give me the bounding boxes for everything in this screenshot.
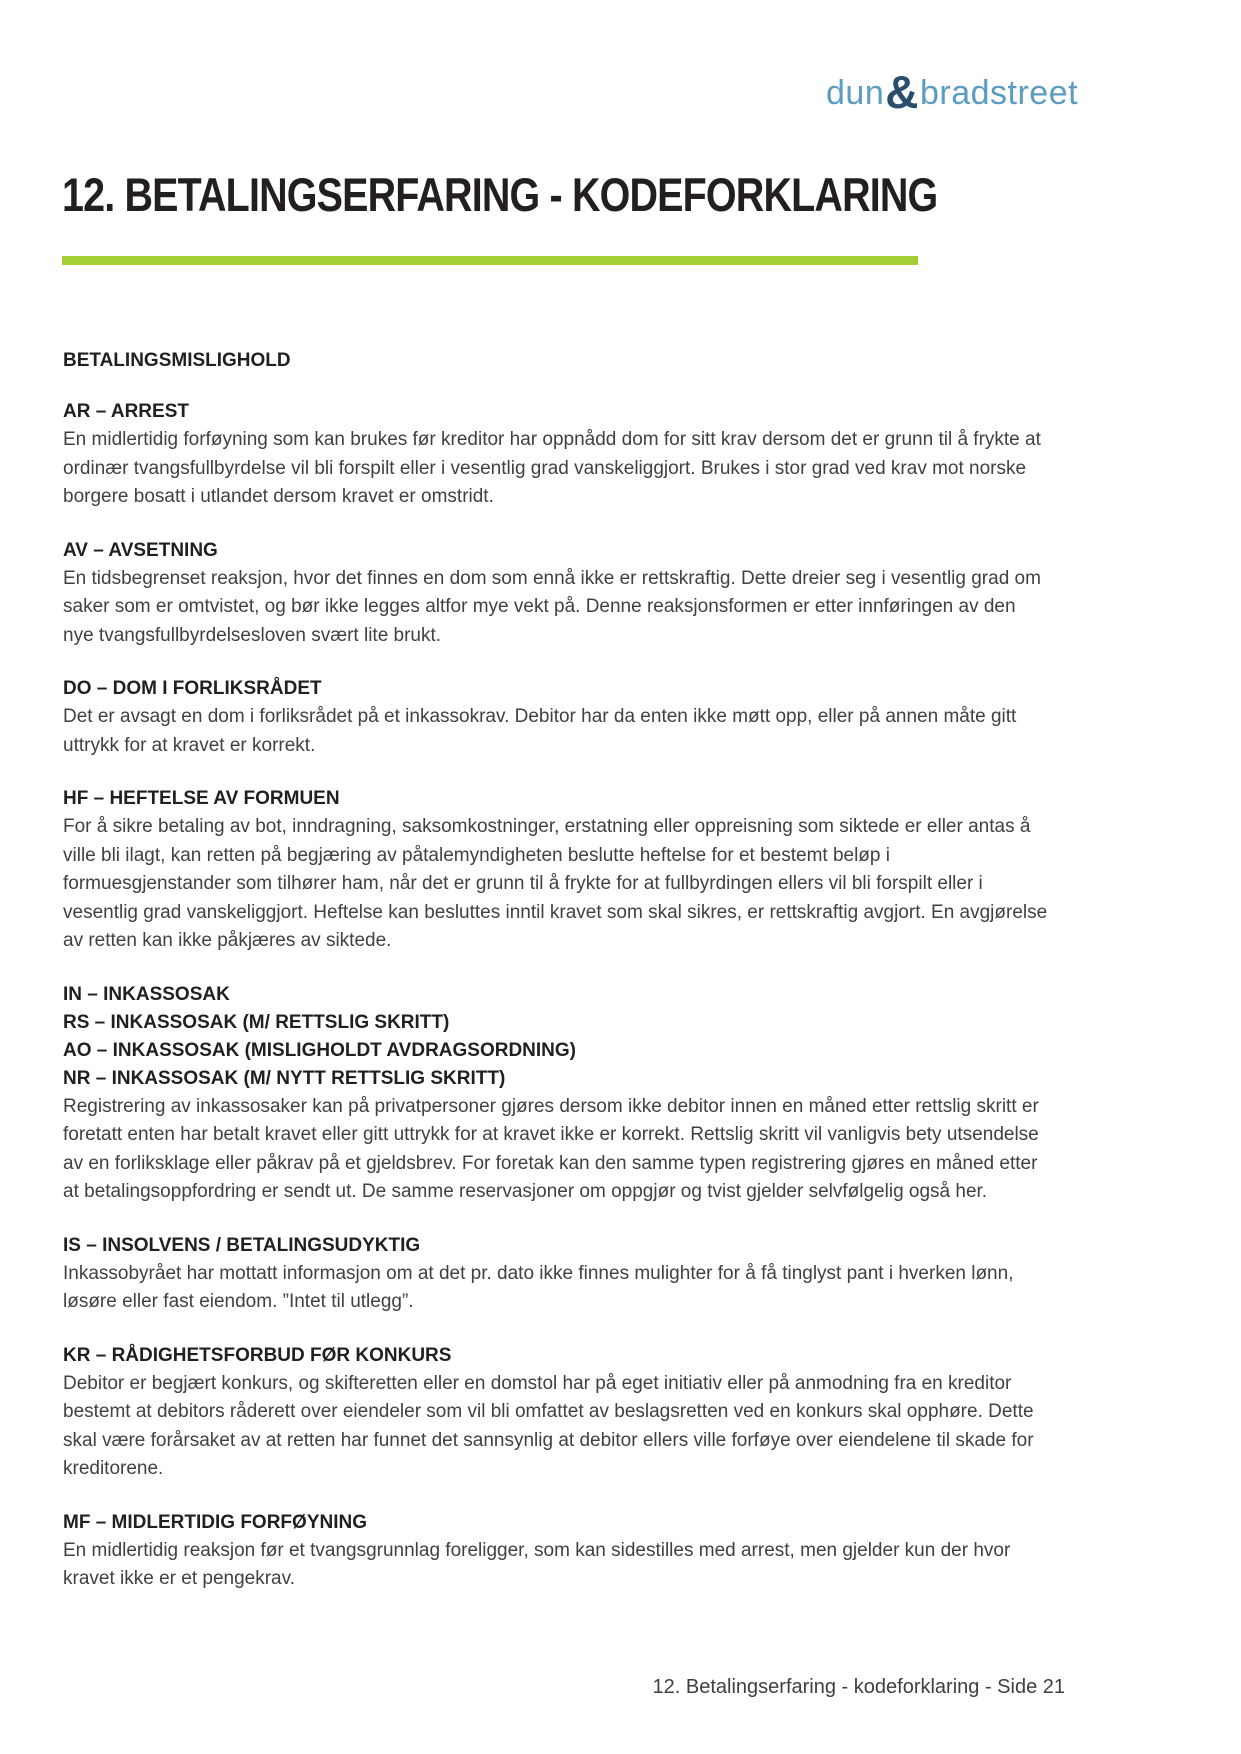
code-section xyxy=(63,398,1051,512)
code-heading: KR – RÅDIGHETSFORBUD FØR KONKURS xyxy=(63,1344,452,1366)
page-title: 12. BETALINGSERFARING - KODEFORKLARING xyxy=(62,168,938,221)
lead-heading: BETALINGSMISLIGHOLD xyxy=(63,350,291,371)
code-section xyxy=(63,1342,1051,1484)
code-section xyxy=(63,1232,1051,1317)
ampersand-icon: & xyxy=(885,66,919,118)
code-section xyxy=(63,675,1051,760)
code-description: For å sikre betaling av bot, inndragning, saksomkostninger, erstatning eller oppreisning som siktede er eller antas å ville bli ilagt, kan retten på begjæring av påtalemyndigheten beslutte heftelse for et bestemt beløp i formuesgjenstander som tilhører ham, når det er grunn til å frykte for at fullbyrdingen ellers vil bli forspilt eller i vesentlig grad vanskeliggjort. Heftelse kan besluttes inntil kravet som skal sikres, er rettskraftig avgjort. En avgjørelse av retten kan ikke påkjæres av siktede. xyxy=(63,816,1048,951)
logo-word-bradstreet: bradstreet xyxy=(919,74,1079,112)
code-heading: AR – ARREST xyxy=(63,401,189,422)
code-heading: IS – INSOLVENS / BETALINGSUDYKTIG xyxy=(63,1234,421,1256)
code-description: En midlertidig forføyning som kan brukes før kreditor har oppnådd dom for sitt krav dersom det er grunn til å frykte at ordinær tvangsfullbyrdelse vil bli forspilt eller i vesentlig grad vanskeliggjort. Brukes i stor grad ved krav mot norske borgere bosatt i utlandet dersom kravet er omstridt. xyxy=(63,429,1041,507)
code-heading: NR – INKASSOSAK (M/ NYTT RETTSLIG SKRITT) xyxy=(63,1067,506,1089)
code-heading: MF – MIDLERTIDIG FORFØYNING xyxy=(63,1511,367,1533)
code-section xyxy=(63,785,1051,956)
code-heading: AO – INKASSOSAK (MISLIGHOLDT AVDRAGSORDNING) xyxy=(63,1039,577,1061)
code-heading: AV – AVSETNING xyxy=(63,539,218,561)
code-heading: RS – INKASSOSAK (M/ RETTSLIG SKRITT) xyxy=(63,1011,450,1033)
code-heading: HF – HEFTELSE AV FORMUEN xyxy=(63,788,340,809)
sections-container xyxy=(63,347,1051,1619)
code-description: Inkassobyrået har mottatt informasjon om at det pr. dato ikke finnes mulighter for å få tinglyst pant i hverken lønn, løsøre eller fast eiendom. ”Intet til utlegg”. xyxy=(63,1262,1014,1312)
code-section xyxy=(63,1509,1051,1594)
code-heading: DO – DOM I FORLIKSRÅDET xyxy=(63,678,322,699)
code-description: En tidsbegrenset reaksjon, hvor det finnes en dom som ennå ikke er rettskraftig. Dette dreier seg i vesentlig grad om saker som er omtvistet, og bør ikke legges altfor mye vekt på. Denne reaksjonsformen er etter innføringen av den nye tvangsfullbyrdelsesloven svært lite brukt. xyxy=(63,567,1041,646)
code-section xyxy=(63,537,1051,651)
page-footer: 12. Betalingserfaring - kodeforklaring - Side 21 xyxy=(652,1676,1065,1698)
dun-bradstreet-logo xyxy=(826,68,1078,117)
code-heading: IN – INKASSOSAK xyxy=(63,983,230,1005)
code-section xyxy=(63,981,1051,1207)
code-description: Registrering av inkassosaker kan på privatpersoner gjøres dersom ikke debitor innen en måned etter rettslig skritt er foretatt enten har betalt kravet eller gitt uttrykk for at kravet ikke er korrekt. Rettslig skritt vil vanligvis bety utsendelse av en forliksklage eller påkrav på et gjeldsbrev. For foretak kan den samme typen registrering gjøres en måned etter at betalingsoppfordring er sendt ut. De samme reservasjoner om oppgjør og tvist gjelder selvfølgelig også her. xyxy=(63,1095,1039,1202)
logo-word-dun: dun xyxy=(826,74,885,112)
code-description: Debitor er begjært konkurs, og skifteretten eller en domstol har på eget initiativ eller på anmodning fra en kreditor bestemt at debitors råderett over eiendeler som vil bli omfattet av beslagsretten ved en konkurs skal opphøre. Dette skal være forårsaket av at retten har funnet det sannsynlig at debitor ellers ville forføye over eiendelene til skade for kreditorene. xyxy=(63,1372,1034,1479)
title-divider xyxy=(62,256,918,265)
code-description: Det er avsagt en dom i forliksrådet på et inkassokrav. Debitor har da enten ikke møtt opp, eller på annen måte gitt uttrykk for at kravet er korrekt. xyxy=(63,706,1017,756)
code-description: En midlertidig reaksjon før et tvangsgrunnlag foreligger, som kan sidestilles med arrest, men gjelder kun der hvor kravet ikke er et pengekrav. xyxy=(63,1539,1011,1589)
